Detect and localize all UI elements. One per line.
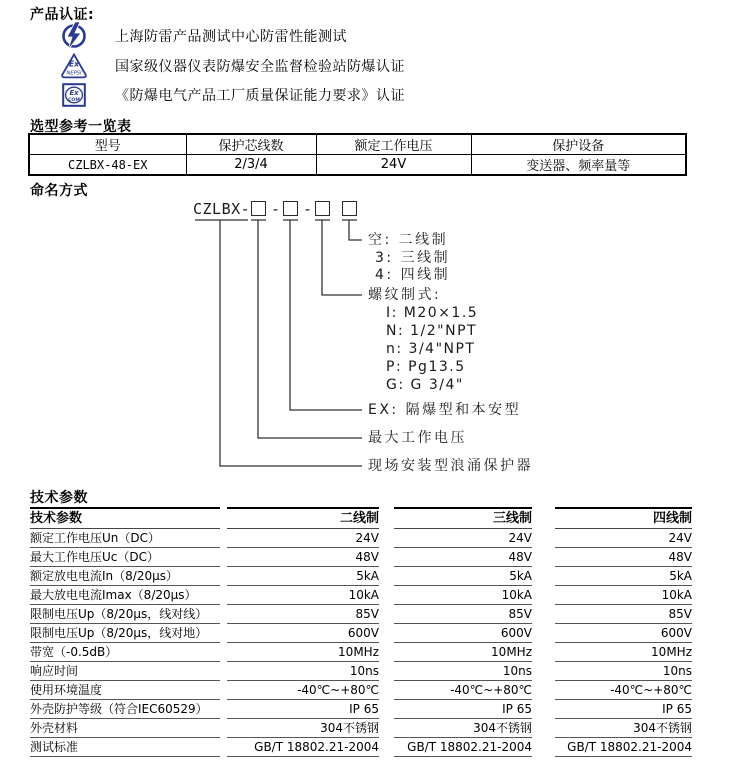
tech-three-wire-column — [394, 507, 532, 757]
tech-value: GB/T 18802.21-2004 — [227, 738, 379, 757]
model-value: CZLBX-48-EX — [29, 155, 186, 176]
tech-row-label: 额定工作电压Un（DC） — [30, 529, 220, 548]
selection-table — [28, 133, 687, 176]
tech-value: 5kA — [394, 567, 532, 586]
selection-data-row — [29, 155, 686, 176]
tech-value: 85V — [555, 605, 692, 624]
thread-type-title: 螺纹制式: — [368, 287, 442, 303]
naming-diagram — [0, 197, 739, 485]
placeholder-box-ex — [283, 201, 298, 216]
tech-value: IP 65 — [227, 700, 379, 719]
placeholder-box-wires — [342, 201, 357, 216]
tech-params-title: 技术参数 — [30, 490, 88, 506]
tech-value: 85V — [394, 605, 532, 624]
placeholder-box-voltage — [251, 201, 266, 216]
tech-value: 10MHz — [394, 643, 532, 662]
wire-option-3: 3: 三线制 — [375, 250, 451, 266]
tech-value: IP 65 — [555, 700, 692, 719]
selection-header-row — [29, 134, 686, 155]
voltage-value: 24V — [316, 155, 471, 176]
wire-option-4: 4: 四线制 — [375, 267, 451, 283]
model-prefix: CZLBX- — [193, 200, 251, 218]
tech-row-label: 限制电压Up（8/20μs，线对地） — [30, 624, 220, 643]
col-header-model: 型号 — [29, 134, 186, 155]
tech-header-three-wire: 三线制 — [394, 507, 532, 529]
thread-option-n: n: 3/4"NPT — [386, 341, 476, 357]
model-dash: - — [303, 200, 313, 218]
tech-row-label: 额定放电电流In（8/20μs） — [30, 567, 220, 586]
lightning-circle-icon — [60, 22, 88, 50]
tech-value: 10ns — [555, 662, 692, 681]
tech-value: 10MHz — [227, 643, 379, 662]
wire-option-blank: 空: 二线制 — [368, 232, 449, 248]
tech-row-label: 使用环境温度 — [30, 681, 220, 700]
tech-row-label: 外壳防护等级（符合IEC60529） — [30, 700, 220, 719]
tech-value: IP 65 — [394, 700, 532, 719]
tech-value: -40℃~+80℃ — [555, 681, 692, 700]
tech-row-label: 最大工作电压Uc（DC） — [30, 548, 220, 567]
col-header-cores: 保护芯线数 — [186, 134, 316, 155]
svg-text:Ex: Ex — [69, 88, 79, 97]
certification-title: 产品认证: — [30, 7, 95, 23]
tech-value: GB/T 18802.21-2004 — [555, 738, 692, 757]
tech-two-wire-column — [227, 507, 379, 757]
thread-option-N: N: 1/2"NPT — [386, 323, 478, 339]
base-product-label: 现场安装型浪涌保护器 — [368, 458, 533, 474]
certification-item — [60, 52, 405, 80]
tech-value: 5kA — [227, 567, 379, 586]
tech-value: 85V — [227, 605, 379, 624]
tech-header-two-wire: 二线制 — [227, 507, 379, 529]
tech-labels-column — [30, 507, 220, 757]
tech-value: 5kA — [555, 567, 692, 586]
tech-header-four-wire: 四线制 — [555, 507, 692, 529]
certification-item — [60, 81, 405, 109]
model-dash: - — [271, 200, 281, 218]
devices-value: 变送器、频率量等 — [471, 155, 686, 176]
max-voltage-label: 最大工作电压 — [368, 430, 467, 446]
svg-text:COM: COM — [68, 98, 80, 104]
certification-text: 《防爆电气产品工厂质量保证能力要求》认证 — [115, 88, 405, 104]
tech-value: 600V — [227, 624, 379, 643]
naming-title: 命名方式 — [30, 183, 88, 199]
tech-value: 10MHz — [555, 643, 692, 662]
placeholder-box-thread — [315, 201, 330, 216]
tech-value: 304不锈钢 — [555, 719, 692, 738]
tech-value: 10kA — [227, 586, 379, 605]
tech-value: 10kA — [394, 586, 532, 605]
tech-value: 24V — [227, 529, 379, 548]
tech-value: GB/T 18802.21-2004 — [394, 738, 532, 757]
ex-nepsi-triangle-icon — [60, 52, 88, 80]
ex-type-label: EX: 隔爆型和本安型 — [368, 402, 522, 418]
tech-row-label: 测试标准 — [30, 738, 220, 757]
tech-four-wire-column — [555, 507, 692, 757]
tech-value: 24V — [394, 529, 532, 548]
tech-value: 10ns — [394, 662, 532, 681]
tech-header-label: 技术参数 — [30, 507, 220, 529]
tech-row-label: 限制电压Up（8/20μs，线对线） — [30, 605, 220, 624]
thread-option-I: I: M20×1.5 — [386, 305, 479, 321]
tech-value: -40℃~+80℃ — [394, 681, 532, 700]
col-header-devices: 保护设备 — [471, 134, 686, 155]
tech-row-label: 外壳材料 — [30, 719, 220, 738]
tech-value: 48V — [394, 548, 532, 567]
selection-table-title: 选型参考一览表 — [30, 119, 132, 135]
tech-value: 10ns — [227, 662, 379, 681]
certification-text: 国家级仪器仪表防爆安全监督检验站防爆认证 — [115, 59, 405, 75]
cores-value: 2/3/4 — [186, 155, 316, 176]
tech-value: 10kA — [555, 586, 692, 605]
tech-value: 24V — [555, 529, 692, 548]
tech-value: -40℃~+80℃ — [227, 681, 379, 700]
tech-value: 48V — [227, 548, 379, 567]
tech-value: 48V — [555, 548, 692, 567]
tech-row-label: 最大放电电流Imax（8/20μs） — [30, 586, 220, 605]
tech-value: 304不锈钢 — [227, 719, 379, 738]
tech-row-label: 响应时间 — [30, 662, 220, 681]
thread-option-G: G: G 3/4" — [386, 377, 464, 393]
col-header-voltage: 额定工作电压 — [316, 134, 471, 155]
tech-value: 600V — [394, 624, 532, 643]
svg-text:NEPSI: NEPSI — [66, 70, 82, 77]
ex-com-square-icon — [60, 81, 88, 109]
svg-text:Ex: Ex — [69, 59, 79, 69]
tech-params-table — [30, 507, 692, 757]
thread-option-P: P: Pg13.5 — [386, 359, 466, 375]
certification-text: 上海防雷产品测试中心防雷性能测试 — [115, 29, 347, 45]
tech-value: 600V — [555, 624, 692, 643]
tech-row-label: 带宽（-0.5dB） — [30, 643, 220, 662]
tech-value: 304不锈钢 — [394, 719, 532, 738]
certification-item — [60, 22, 347, 50]
